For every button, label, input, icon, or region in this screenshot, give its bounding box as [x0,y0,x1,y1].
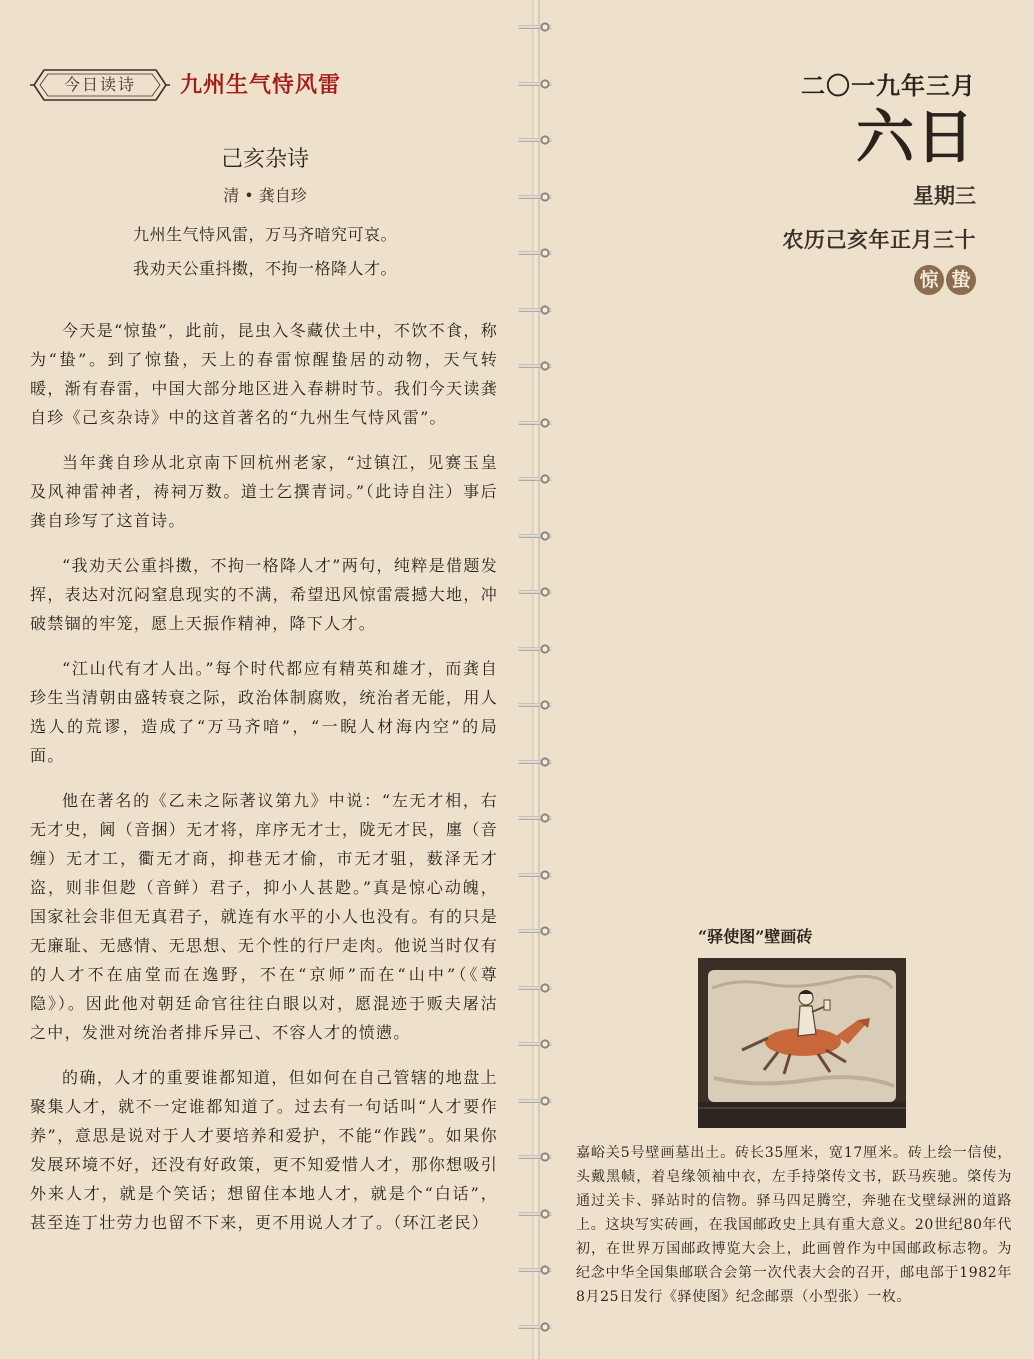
binding-ring [518,531,552,541]
binding-ring [518,926,552,936]
binding-ring [518,1152,552,1162]
article-paragraph: 今天是“惊蛰”，此前，昆虫入冬藏伏土中，不饮不食，称为“蛰”。到了惊蛰，天上的春雷惊醒蛰居的动物，天气转暖，渐有春雷，中国大部分地区进入春耕时节。我们今天读龚自珍《己亥杂诗》中的这首著名的“九州生气恃风雷”。 [30,321,498,427]
binding-ring [518,1096,552,1106]
badge-label: 今日读诗 [63,75,136,94]
binding-ring [518,813,552,823]
article-paragraph: 他在著名的《乙未之际著议第九》中说：“左无才相，右无才史，阃（音捆）无才将，庠序无才士，陇无才民，廛（音缠）无才工，衢无才商，抑巷无才偷，市无才驵，薮泽无才盗，则非但尟（音鲜）君子，抑小人甚尟。”真是惊心动魄，国家社会非但无真君子，就连有水平的小人也没有。有的只是无廉耻、无感情、无思想、无个性的行尸走肉。他说当时仅有的人才不在庙堂而在逸野，不在“京师”而在“山中”（《尊隐》）。因此他对朝廷命官往往白眼以对，愿混迹于贩夫屠沽之中，发泄对统治者排斥异己、不容人才的愤懑。 [30,791,498,1042]
figure-caption: “驿使图”壁画砖 [698,927,813,946]
poem-title: 己亥杂诗 [220,147,309,172]
binding-ring [518,248,552,258]
binding-ring [518,135,552,145]
article-paragraph: “江山代有才人出。”每个时代都应有精英和雄才，而龚自珍生当清朝由盛转衰之际，政治体制腐败，统治者无能，用人选人的荒谬，造成了“万马齐喑”，“一睨人材海内空”的局面。 [30,659,498,765]
article-body [30,316,498,1253]
poem-author: 清 • 龚自珍 [223,186,307,205]
binding-ring [518,192,552,202]
binding-ring [518,1265,552,1275]
headline: 九州生气恃风雷 [180,72,342,98]
solar-term-badge [914,265,976,295]
solar-term-char: 惊 [914,265,944,295]
binding-ring [518,983,552,993]
date-day: 六日 [855,103,976,171]
binding-ring [518,22,552,32]
date-weekday: 星期三 [913,183,976,208]
binding-ring [518,587,552,597]
article-paragraph: “我劝天公重抖擞，不拘一格降人才”两句，纯粹是借题发挥，表达对沉闷窒息现实的不满，希望迅风惊雷震撼大地，冲破禁锢的牢笼，愿上天振作精神，降下人才。 [30,556,498,633]
binding-ring [518,305,552,315]
binding-ring [518,361,552,371]
mural-brick-image [698,958,906,1128]
binding-ring [518,757,552,767]
article-paragraph: 的确，人才的重要谁都知道，但如何在自己管辖的地盘上聚集人才，就不一定谁都知道了。过去有一句话叫“人才要作养”，意思是说对于人才要培养和爱护，不能“作践”。如果你发展环境不好，还没有好政策，更不知爱惜人才，那你想吸引外来人才，就是个笑话；想留住本地人才，就是个“白话”，甚至连丁壮劳力也留不下来，更不用说人才了。（环江老民） [30,1068,498,1232]
binding-ring [518,644,552,654]
binding-ring [518,474,552,484]
binding-ring [518,418,552,428]
poem-line-2: 我劝天公重抖擞，不拘一格降人才。 [132,259,397,278]
date-year-month: 二〇一九年三月 [801,71,976,100]
binding-ring [518,79,552,89]
spiral-binding [516,0,556,1359]
courier-on-horse-icon [698,958,906,1128]
binding-ring [518,700,552,710]
article-paragraph: 当年龚自珍从北京南下回杭州老家，“过镇江，见赛玉皇及风神雷神者，祷祠万数。道士乞撰青词。”（此诗自注）事后龚自珍写了这首诗。 [30,453,498,530]
date-lunar: 农历己亥年正月三十 [782,227,976,252]
figure-description: 嘉峪关5号壁画墓出土。砖长35厘米，宽17厘米。砖上绘一信使，头戴黑帻，着皂缘领袖中衣，左手持棨传文书，跃马疾驰。棨传为通过关卡、驿站时的信物。驿马四足腾空，奔驰在戈壁绿洲的道路上。这块写实砖画，在我国邮政史上具有重大意义。20世纪80年代初，在世界万国邮政博览大会上，此画曾作为中国邮政标志物。为纪念中华全国集邮联合会第一次代表大会的召开，邮电部于1982年8月25日发行《驿使图》纪念邮票（小型张）一枚。 [576,1145,1012,1305]
binding-ring [518,1039,552,1049]
poem-line-1: 九州生气恃风雷，万马齐喑究可哀。 [132,225,397,244]
solar-term-char: 蛰 [946,265,976,295]
binding-ring [518,1209,552,1219]
binding-ring [518,1322,552,1332]
binding-ring [518,870,552,880]
today-poem-badge [30,66,170,104]
